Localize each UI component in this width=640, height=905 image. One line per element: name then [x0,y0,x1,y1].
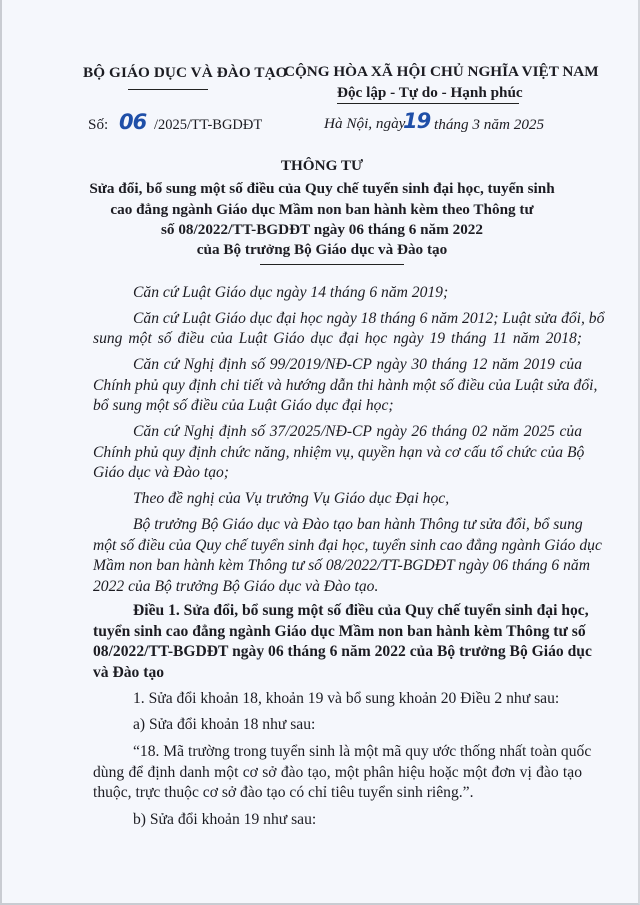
date-month-year: tháng 3 năm 2025 [434,116,545,133]
motto-underline [337,103,519,104]
preamble-line: Mầm non ban hành kèm Thông tư số 08/2022/TT-BGDĐT ngày 06 tháng 6 năm [93,557,590,574]
clause-line: “18. Mã trường trong tuyển sinh là một mã quy ước thống nhất toàn quốc [133,743,592,760]
clause-line: dùng để định danh một cơ sở đào tạo, một phân hiệu hoặc một đơn vị đào tạo [93,764,582,781]
preamble-line: Chính phủ quy định chi tiết và hướng dẫn thi hành một số điều của Luật sửa đổi, [93,377,598,394]
article-heading-line: tuyển sinh cao đẳng ngành Giáo dục Mầm non ban hành kèm Thông tư số [93,623,586,640]
national-motto: Độc lập - Tự do - Hạnh phúc [337,84,523,101]
document-subtitle-line: của Bộ trưởng Bộ Giáo dục và Đào tạo [196,241,448,258]
article-heading-line: Điều 1. Sửa đổi, bổ sung một số điều của Quy chế tuyển sinh đại học, [133,602,589,619]
preamble-line: một số điều của Quy chế tuyển sinh đại học, tuyển sinh cao đẳng ngành Giáo dục [93,537,602,554]
date-day-handwritten: 19 [403,109,431,133]
preamble-line: Căn cứ Luật Giáo dục đại học ngày 18 tháng 6 năm 2012; Luật sửa đổi, bổ [133,310,605,327]
preamble-line: Giáo dục và Đào tạo; [93,464,229,481]
clause-line: thuộc, trực thuộc cơ sở đào tạo có chỉ tiêu tuyển sinh riêng.”. [93,784,474,801]
article-heading-line: và Đào tạo [93,664,165,681]
document-subtitle-line: cao đẳng ngành Giáo dục Mầm non ban hành kèm theo Thông tư [110,201,534,218]
preamble-line: Theo đề nghị của Vụ trưởng Vụ Giáo dục Đại học, [133,490,450,507]
preamble-line: Căn cứ Nghị định số 99/2019/NĐ-CP ngày 30 tháng 12 năm 2019 của [133,356,582,373]
preamble-line: Bộ trưởng Bộ Giáo dục và Đào tạo ban hành Thông tư sửa đổi, bổ sung [133,516,583,533]
place-date-prefix: Hà Nội, ngày [324,115,406,132]
republic-name: CỘNG HÒA XÃ HỘI CHỦ NGHĨA VIỆT NAM [284,63,599,80]
document-subtitle-line: Sửa đổi, bổ sung một số điều của Quy chế tuyển sinh đại học, tuyển sinh [89,180,555,197]
preamble-line: Căn cứ Nghị định số 37/2025/NĐ-CP ngày 26 tháng 02 năm 2025 của [133,423,582,440]
clause-line: a) Sửa đổi khoản 18 như sau: [133,716,316,733]
preamble-line: 2022 của Bộ trưởng Bộ Giáo dục và Đào tạo. [93,578,379,595]
ministry-name: BỘ GIÁO DỤC VÀ ĐÀO TẠO [83,64,288,81]
clause-line: b) Sửa đổi khoản 19 như sau: [133,811,317,828]
article-heading-line: 08/2022/TT-BGDĐT ngày 06 tháng 6 năm 2022 của Bộ trưởng Bộ Giáo dục [93,643,592,660]
ministry-underline [128,89,208,90]
clause-line: 1. Sửa đổi khoản 18, khoản 19 và bổ sung khoản 20 Điều 2 như sau: [133,690,560,707]
document-number-handwritten: 06 [119,110,147,134]
document-type-title: THÔNG TƯ [280,157,364,174]
preamble-line: Căn cứ Luật Giáo dục ngày 14 tháng 6 năm 2019; [133,284,449,301]
preamble-line: Chính phủ quy định chức năng, nhiệm vụ, quyền hạn và cơ cấu tổ chức của Bộ [93,444,585,461]
preamble-line: bổ sung một số điều của Luật Giáo dục đại học; [93,397,394,414]
title-underline [260,264,404,265]
document-subtitle-line: số 08/2022/TT-BGDĐT ngày 06 tháng 6 năm 2022 [161,221,483,238]
document-number-suffix: /2025/TT-BGDĐT [154,117,263,133]
document-number-label: Số: [88,116,109,133]
preamble-line: sung một số điều của Luật Giáo dục đại học ngày 19 tháng 11 năm 2018; [93,330,582,347]
